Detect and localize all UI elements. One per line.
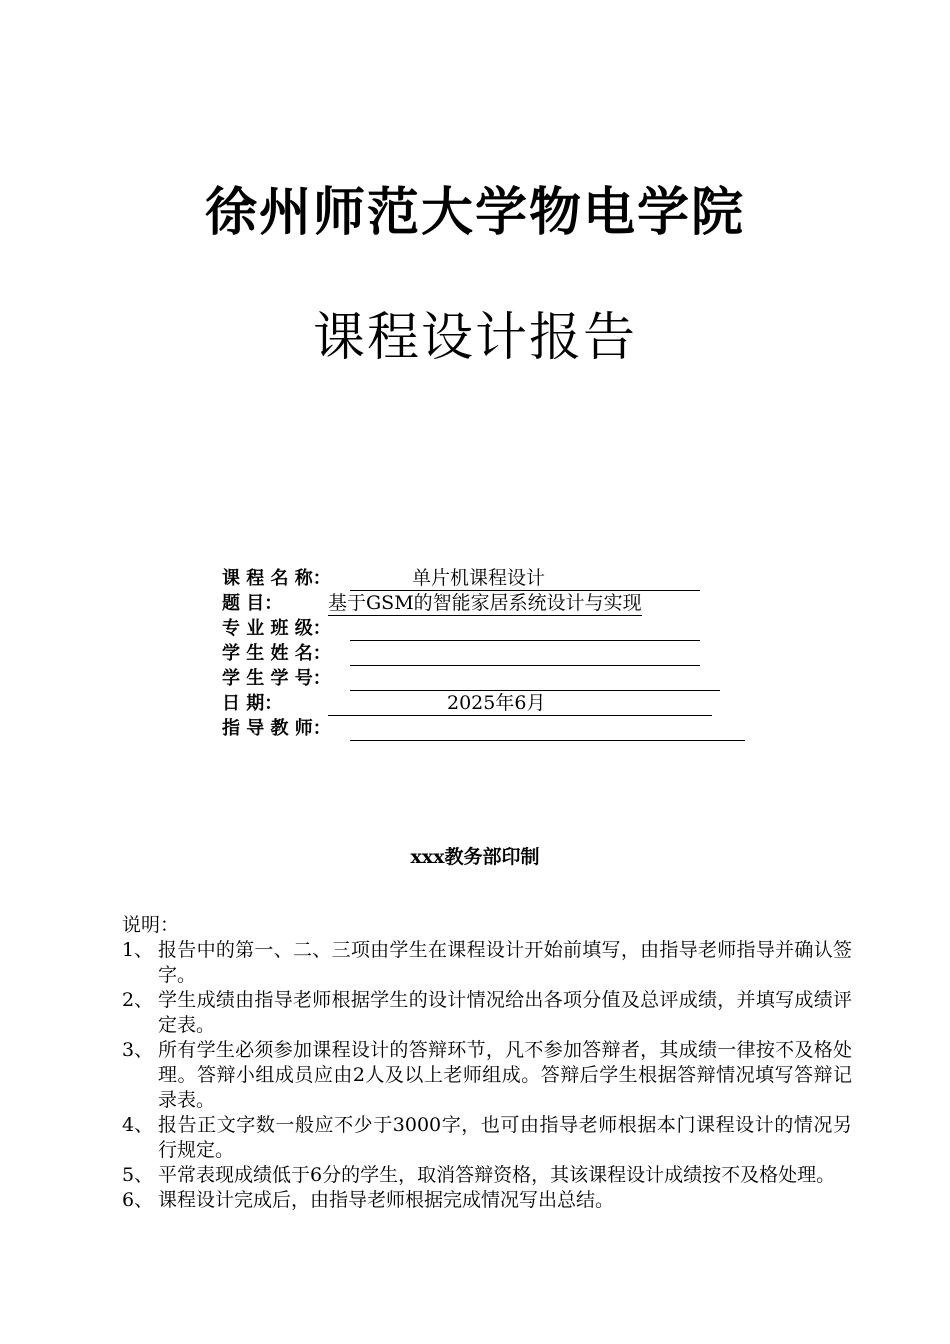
major-label: 专 业 班 级：: [222, 618, 331, 639]
name-label: 学 生 姓 名：: [222, 643, 331, 664]
note-item: [122, 988, 852, 1038]
note-number: 4、: [122, 1114, 154, 1136]
note-item: [122, 1113, 852, 1163]
notes-title: 说明：: [122, 914, 180, 936]
name-line: [350, 641, 700, 666]
note-text: 报告正文字数一般应不少于3000字，也可由指导老师根据本门课程设计的情况另行规定。: [158, 1114, 852, 1161]
note-number: 6、: [122, 1189, 154, 1211]
course-value: 单片机课程设计: [412, 567, 546, 589]
date-value: 2025年6月: [447, 692, 546, 714]
school-name: 徐州师范大学物电学院: [204, 183, 745, 243]
advisor-label: 指 导 教 师：: [222, 718, 331, 739]
topic-value: 基于GSM的智能家居系统设计与实现: [328, 592, 642, 614]
note-number: 2、: [122, 989, 154, 1011]
topic-label: 题 目：: [222, 593, 283, 614]
notes-section: [122, 913, 852, 1213]
id-label: 学 生 学 号：: [222, 668, 331, 689]
note-text: 课程设计完成后，由指导老师根据完成情况写出总结。: [158, 1189, 615, 1211]
note-text: 平常表现成绩低于6分的学生，取消答辩资格，其该课程设计成绩按不及格处理。: [158, 1164, 836, 1186]
note-item: [122, 1188, 852, 1213]
note-number: 3、: [122, 1039, 154, 1061]
report-title: 课程设计报告: [312, 308, 637, 368]
note-number: 1、: [122, 939, 154, 961]
advisor-line: [350, 716, 745, 741]
note-text: 所有学生必须参加课程设计的答辩环节，凡不参加答辩者，其成绩一律按不及格处理。答辩小组成员应由2人及以上老师组成。答辩后学生根据答辩情况填写答辩记录表。: [158, 1039, 852, 1111]
date-label: 日 期：: [222, 693, 283, 714]
note-text: 学生成绩由指导老师根据学生的设计情况给出各项分值及总评成绩，并填写成绩评定表。: [158, 989, 852, 1036]
printed-by: xxx教务部印制: [410, 846, 540, 868]
note-number: 5、: [122, 1164, 154, 1186]
note-text: 报告中的第一、二、三项由学生在课程设计开始前填写，由指导老师指导并确认签字。: [158, 939, 852, 986]
major-line: [350, 616, 700, 641]
note-item: [122, 938, 852, 988]
course-label: 课 程 名 称：: [222, 568, 331, 589]
id-line: [350, 666, 720, 691]
note-item: [122, 1038, 852, 1113]
note-item: [122, 1163, 852, 1188]
